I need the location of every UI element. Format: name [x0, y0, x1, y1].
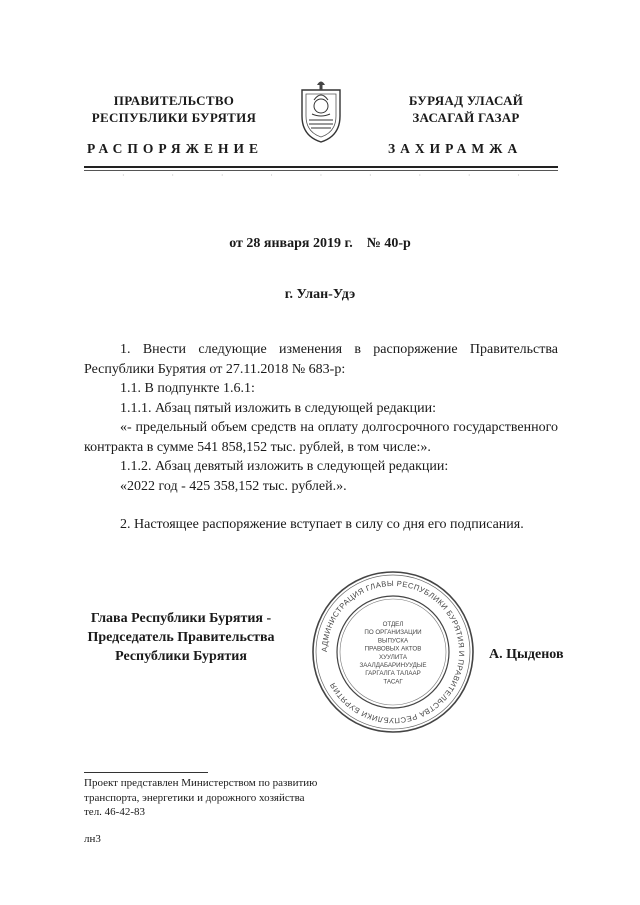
stamp-center-line: ВЫПУСКА [377, 637, 409, 645]
body-paragraph-7: 2. Настоящее распоряжение вступает в силу со дня его подписания. [120, 517, 524, 532]
order-title-bua: ЗАХИРАМЖА [388, 141, 523, 156]
header-divider-thick [84, 166, 558, 168]
stamp-ring-text: АДМИНИСТРАЦИЯ ГЛАВЫ РЕСПУБЛИКИ БУРЯТИЯ И ПРАВИТЕЛЬСТВА РЕСПУБЛИКИ БУРЯТИЯ [319, 578, 467, 726]
coat-of-arms-emblem-icon [296, 76, 346, 144]
header-right [356, 92, 576, 126]
stamp-center-line: ГАРГАЛГА ТАЛААР [365, 670, 421, 678]
official-stamp-seal-icon [310, 569, 476, 735]
header-left [64, 92, 284, 126]
order-title-ru: РАСПОРЯЖЕНИЕ [87, 141, 264, 156]
stamp-center-line: ЗААЛДАБАРИНУУДЫЕ [359, 662, 427, 669]
stamp-center-line: ХУУЛИТА [379, 653, 407, 661]
document-date: от 28 января 2019 г. [229, 236, 353, 251]
document-body [84, 340, 558, 535]
footnote-line2: транспорта, энергетики и дорожного хозяйства [84, 791, 305, 804]
body-paragraph-4: «- предельный объем средств на оплату долгосрочного государственного контракта в сумме 541 858,152 тыс. рублей, в том числе:». [84, 420, 558, 455]
document-city: г. Улан-Удэ [284, 287, 356, 302]
footnote-divider [84, 772, 208, 773]
stamp-center-line: ОТДЕЛ [382, 621, 404, 628]
body-paragraph-1: 1. Внести следующие изменения в распоряжение Правительства Республики Бурятия от 27.11.2018 № 683-р: [84, 342, 558, 377]
stamp-center-line: ТАСАГ [383, 678, 403, 686]
signer-title [66, 609, 296, 666]
header-dotted-line: · · · · · · · · · [122, 171, 520, 180]
header-left-line1: ПРАВИТЕЛЬСТВО [113, 93, 235, 108]
stamp-center-line: ПРАВОВЫХ АКТОВ [364, 645, 422, 653]
body-paragraph-5: 1.1.2. Абзац девятый изложить в следующей редакции: [120, 459, 449, 474]
header-left-line2: РЕСПУБЛИКИ БУРЯТИЯ [91, 110, 257, 125]
body-paragraph-2: 1.1. В подпункте 1.6.1: [120, 381, 255, 396]
header-right-line1: БУРЯАД УЛАСАЙ [408, 93, 524, 108]
signer-title-line2: Председатель Правительства [87, 630, 275, 645]
signer-title-line1: Глава Республики Бурятия - [90, 611, 272, 626]
document-number: № 40-р [366, 236, 411, 251]
signer-name: А. Цыденов [489, 647, 564, 662]
footnote-line1: Проект представлен Министерством по развитию [84, 777, 318, 789]
footnote-line3: тел. 46-42-83 [84, 806, 146, 818]
document-code: лн3 [84, 833, 101, 845]
footnote [84, 776, 444, 820]
body-paragraph-6: «2022 год - 425 358,152 тыс. рублей.». [120, 478, 347, 494]
signer-title-line3: Республики Бурятия [115, 649, 247, 664]
stamp-center-line: ПО ОРГАНИЗАЦИИ [364, 629, 422, 637]
header-right-line2: ЗАСАГАЙ ГАЗАР [412, 110, 520, 125]
body-paragraph-3: 1.1.1. Абзац пятый изложить в следующей редакции: [120, 400, 436, 416]
document-date-line [0, 236, 640, 252]
